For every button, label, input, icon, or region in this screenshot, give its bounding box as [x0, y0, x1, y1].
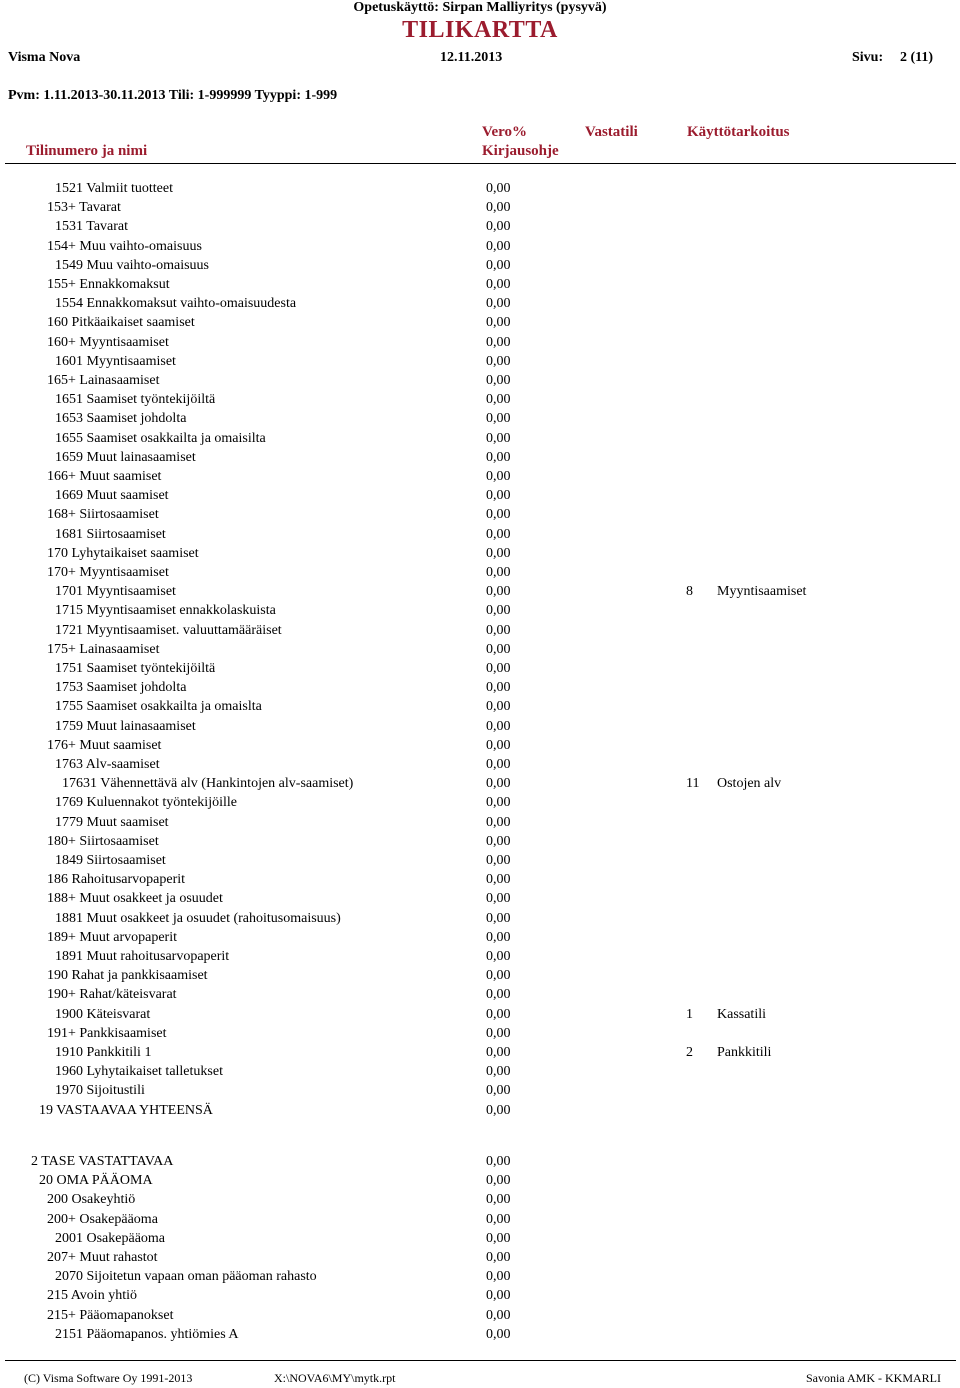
- account-row: [0, 872, 960, 891]
- account-row: [0, 757, 960, 776]
- vat-percent: 0,00: [486, 661, 511, 676]
- account-row: [0, 1269, 960, 1288]
- account-name: 1751 Saamiset työntekijöiltä: [55, 661, 216, 676]
- account-row: [0, 699, 960, 718]
- account-name: 1970 Sijoitustili: [55, 1083, 145, 1099]
- account-row: [0, 661, 960, 680]
- account-name: 1681 Siirtosaamiset: [55, 526, 166, 542]
- vat-percent: 0,00: [486, 1154, 511, 1169]
- account-name: 1669 Muut saamiset: [55, 488, 169, 504]
- vat-percent: 0,00: [486, 257, 511, 273]
- account-row: [0, 373, 960, 392]
- account-name: 191+ Pankkisaamiset: [47, 1025, 167, 1041]
- vat-percent: 0,00: [486, 430, 511, 446]
- vat-percent: 0,00: [486, 353, 511, 369]
- vat-percent: 0,00: [486, 949, 511, 964]
- account-name: 155+ Ennakkomaksut: [47, 277, 170, 292]
- account-name: 1891 Muut rahoitusarvopaperit: [55, 949, 230, 964]
- account-name: 1601 Myyntisaamiset: [55, 353, 176, 369]
- account-row: [0, 392, 960, 411]
- account-name: 1779 Muut saamiset: [55, 814, 169, 830]
- account-name: 1849 Siirtosaamiset: [55, 853, 166, 868]
- account-row: [0, 200, 960, 219]
- account-row: [0, 1045, 960, 1064]
- account-row: [0, 1026, 960, 1045]
- account-name: 207+ Muut rahastot: [47, 1250, 158, 1265]
- vat-percent: 0,00: [486, 373, 511, 388]
- account-name: 1554 Ennakkomaksut vaihto-omaisuudesta: [55, 296, 297, 312]
- account-row: [0, 776, 960, 795]
- account-name: 1651 Saamiset työntekijöiltä: [55, 392, 216, 408]
- vat-percent: 0,00: [486, 680, 511, 696]
- program-name: Visma Nova: [8, 50, 81, 65]
- vat-percent: 0,00: [486, 718, 511, 734]
- vat-percent: 0,00: [486, 1173, 511, 1189]
- footer-divider: [5, 1360, 956, 1361]
- vat-percent: 0,00: [486, 872, 511, 888]
- contra-account: 2: [686, 1045, 693, 1060]
- vat-percent: 0,00: [486, 929, 511, 945]
- account-row: [0, 930, 960, 949]
- account-purpose: Myyntisaamiset: [717, 584, 807, 600]
- account-name: 215+ Pääomapanokset: [47, 1307, 174, 1323]
- account-name: 154+ Muu vaihto-omaisuus: [47, 238, 202, 254]
- account-name: 170+ Myyntisaamiset: [47, 565, 169, 580]
- account-row: [0, 853, 960, 872]
- account-name: 190 Rahat ja pankkisaamiset: [47, 968, 208, 984]
- page-number: 2 (11): [900, 50, 934, 65]
- vat-percent: 0,00: [486, 449, 511, 465]
- account-row: [0, 815, 960, 834]
- account-row: [0, 1327, 960, 1346]
- account-row: [0, 239, 960, 258]
- vat-percent: 0,00: [486, 776, 511, 792]
- account-row: [0, 719, 960, 738]
- vat-percent: 0,00: [486, 565, 511, 580]
- account-name: 153+ Tavarat: [47, 200, 121, 216]
- footer-file-path: X:\NOVA6\MY\mytk.rpt: [274, 1371, 396, 1385]
- contra-account: 1: [686, 1006, 693, 1022]
- vat-percent: 0,00: [486, 1269, 511, 1285]
- company-name: Opetuskäyttö: Sirpan Malliyritys (pysyvä): [353, 0, 607, 15]
- account-name: 190+ Rahat/käteisvarat: [47, 987, 177, 1003]
- account-row: [0, 642, 960, 661]
- vat-percent: 0,00: [486, 238, 511, 254]
- vat-percent: 0,00: [486, 545, 511, 561]
- vat-percent: 0,00: [486, 296, 511, 312]
- vat-percent: 0,00: [486, 910, 511, 926]
- vat-percent: 0,00: [486, 200, 511, 216]
- account-purpose: Kassatili: [717, 1006, 766, 1022]
- account-name: 175+ Lainasaamiset: [47, 641, 160, 657]
- account-name: 200+ Osakepääoma: [47, 1211, 158, 1227]
- vat-percent: 0,00: [486, 1064, 511, 1080]
- account-row: [0, 1007, 960, 1026]
- account-name: 166+ Muut saamiset: [47, 469, 162, 484]
- vat-percent: 0,00: [486, 853, 511, 868]
- account-name: 1701 Myyntisaamiset: [55, 584, 176, 600]
- vat-percent: 0,00: [486, 968, 511, 984]
- account-row: [0, 834, 960, 853]
- account-name: 20 OMA PÄÄOMA: [39, 1173, 153, 1189]
- vat-percent: 0,00: [486, 488, 511, 504]
- account-name: 1521 Valmiit tuotteet: [55, 181, 173, 196]
- account-name: 2151 Pääomapanos. yhtiömies A: [55, 1326, 239, 1342]
- account-row: [0, 738, 960, 757]
- account-row: [0, 795, 960, 814]
- account-purpose: Pankkitili: [717, 1045, 772, 1060]
- account-row: [0, 507, 960, 526]
- column-header-kirjausohje: Kirjausohje: [482, 143, 559, 159]
- vat-percent: 0,00: [486, 507, 511, 523]
- account-name: 1763 Alv-saamiset: [55, 757, 160, 772]
- account-name: 189+ Muut arvopaperit: [47, 929, 177, 945]
- account-name: 2070 Sijoitetun vapaan oman pääoman rahasto: [55, 1269, 317, 1285]
- vat-percent: 0,00: [486, 1211, 511, 1227]
- account-name: 1900 Käteisvarat: [55, 1006, 151, 1022]
- account-row: [0, 1288, 960, 1307]
- vat-percent: 0,00: [486, 1307, 511, 1323]
- contra-account: 8: [686, 584, 693, 600]
- account-name: 2 TASE VASTATTAVAA: [31, 1154, 174, 1169]
- account-purpose: Ostojen alv: [717, 776, 782, 792]
- account-name: 1653 Saamiset johdolta: [55, 411, 187, 427]
- account-row: [0, 1250, 960, 1269]
- account-name: 186 Rahoitusarvopaperit: [47, 872, 186, 888]
- account-row: [0, 488, 960, 507]
- column-header-kayttotarkoitus: Käyttötarkoitus: [687, 124, 790, 140]
- account-row: [0, 546, 960, 565]
- vat-percent: 0,00: [486, 584, 511, 600]
- account-name: 170 Lyhytaikaiset saamiset: [47, 545, 199, 561]
- account-row: [0, 1231, 960, 1250]
- vat-percent: 0,00: [486, 603, 511, 619]
- vat-percent: 0,00: [486, 814, 511, 830]
- account-name: 1531 Tavarat: [55, 219, 129, 235]
- account-row: [0, 968, 960, 987]
- footer-copyright: (C) Visma Software Oy 1991-2013: [24, 1371, 193, 1385]
- vat-percent: 0,00: [486, 1025, 511, 1041]
- account-name: 1655 Saamiset osakkailta ja omaisilta: [55, 430, 266, 446]
- account-name: 1549 Muu vaihto-omaisuus: [55, 257, 209, 273]
- account-row: [0, 219, 960, 238]
- column-header-vero: Vero%: [482, 124, 527, 140]
- account-name: 188+ Muut osakkeet ja osuudet: [47, 891, 223, 907]
- account-row: [0, 1308, 960, 1327]
- account-row: [0, 296, 960, 315]
- vat-percent: 0,00: [486, 315, 511, 331]
- vat-percent: 0,00: [486, 833, 511, 849]
- vat-percent: 0,00: [486, 219, 511, 235]
- vat-percent: 0,00: [486, 891, 511, 907]
- vat-percent: 0,00: [486, 795, 511, 811]
- vat-percent: 0,00: [486, 526, 511, 542]
- account-row: [0, 603, 960, 622]
- vat-percent: 0,00: [486, 1006, 511, 1022]
- account-row: [0, 1103, 960, 1122]
- vat-percent: 0,00: [486, 181, 511, 196]
- account-row: [0, 1212, 960, 1231]
- contra-account: 11: [686, 776, 700, 792]
- account-row: [0, 1192, 960, 1211]
- vat-percent: 0,00: [486, 1326, 511, 1342]
- account-name: 215 Avoin yhtiö: [47, 1288, 137, 1304]
- account-name: 168+ Siirtosaamiset: [47, 507, 159, 523]
- account-row: [0, 527, 960, 546]
- account-name: 160+ Myyntisaamiset: [47, 334, 169, 350]
- vat-percent: 0,00: [486, 469, 511, 484]
- vat-percent: 0,00: [486, 411, 511, 427]
- account-name: 1769 Kuluennakot työntekijöille: [55, 795, 237, 811]
- account-name: 1755 Saamiset osakkailta ja omaislta: [55, 699, 262, 715]
- vat-percent: 0,00: [486, 1045, 511, 1060]
- vat-percent: 0,00: [486, 1250, 511, 1265]
- account-name: 1881 Muut osakkeet ja osuudet (rahoitusomaisuus): [55, 910, 341, 926]
- column-header-tilinumero: Tilinumero ja nimi: [26, 143, 148, 159]
- account-row: [0, 911, 960, 930]
- account-name: 2001 Osakepääoma: [55, 1230, 166, 1246]
- account-row: [0, 411, 960, 430]
- account-row: [0, 258, 960, 277]
- account-name: 1759 Muut lainasaamiset: [55, 718, 196, 734]
- vat-percent: 0,00: [486, 699, 511, 715]
- header-divider: [5, 163, 956, 164]
- account-name: 1659 Muut lainasaamiset: [55, 449, 196, 465]
- account-row: [0, 181, 960, 200]
- account-name: 180+ Siirtosaamiset: [47, 833, 159, 849]
- vat-percent: 0,00: [486, 1288, 511, 1304]
- account-name: 17631 Vähennettävä alv (Hankintojen alv-saamiset): [62, 776, 354, 792]
- report-filter: Pvm: 1.11.2013-30.11.2013 Tili: 1-999999 Tyyppi: 1-999: [8, 88, 338, 103]
- account-name: 1715 Myyntisaamiset ennakkolaskuista: [55, 603, 276, 619]
- account-row: [0, 469, 960, 488]
- account-row: [0, 1154, 960, 1173]
- vat-percent: 0,00: [486, 987, 511, 1003]
- account-name: 1721 Myyntisaamiset. valuuttamääräiset: [55, 622, 282, 638]
- account-row: [0, 949, 960, 968]
- report-title: TILIKARTTA: [402, 17, 558, 43]
- account-row: [0, 1173, 960, 1192]
- vat-percent: 0,00: [486, 1083, 511, 1099]
- vat-percent: 0,00: [486, 622, 511, 638]
- vat-percent: 0,00: [486, 1102, 511, 1118]
- account-name: 19 VASTAAVAA YHTEENSÄ: [39, 1102, 213, 1118]
- account-name: 160 Pitkäaikaiset saamiset: [47, 315, 195, 331]
- account-row: [0, 1083, 960, 1102]
- account-row: [0, 335, 960, 354]
- account-row: [0, 1064, 960, 1083]
- vat-percent: 0,00: [486, 392, 511, 408]
- vat-percent: 0,00: [486, 334, 511, 350]
- vat-percent: 0,00: [486, 737, 511, 753]
- account-row: [0, 987, 960, 1006]
- account-row: [0, 431, 960, 450]
- vat-percent: 0,00: [486, 1230, 511, 1246]
- account-name: 176+ Muut saamiset: [47, 737, 162, 753]
- account-row: [0, 565, 960, 584]
- report-date: 12.11.2013: [440, 50, 503, 65]
- vat-percent: 0,00: [486, 1192, 511, 1208]
- account-row: [0, 584, 960, 603]
- page-label: Sivu:: [852, 50, 884, 65]
- footer-organization: Savonia AMK - KKMARLI: [806, 1371, 941, 1385]
- column-header-vastatili: Vastatili: [585, 124, 638, 140]
- account-row: [0, 680, 960, 699]
- account-name: 200 Osakeyhtiö: [47, 1192, 136, 1208]
- account-name: 1910 Pankkitili 1: [55, 1045, 152, 1060]
- account-row: [0, 315, 960, 334]
- account-name: 1960 Lyhytaikaiset talletukset: [55, 1064, 223, 1080]
- account-row: [0, 277, 960, 296]
- vat-percent: 0,00: [486, 757, 511, 772]
- account-row: [0, 450, 960, 469]
- account-row: [0, 623, 960, 642]
- vat-percent: 0,00: [486, 641, 511, 657]
- account-row: [0, 354, 960, 373]
- vat-percent: 0,00: [486, 277, 511, 292]
- account-row: [0, 891, 960, 910]
- account-name: 1753 Saamiset johdolta: [55, 680, 187, 696]
- account-name: 165+ Lainasaamiset: [47, 373, 160, 388]
